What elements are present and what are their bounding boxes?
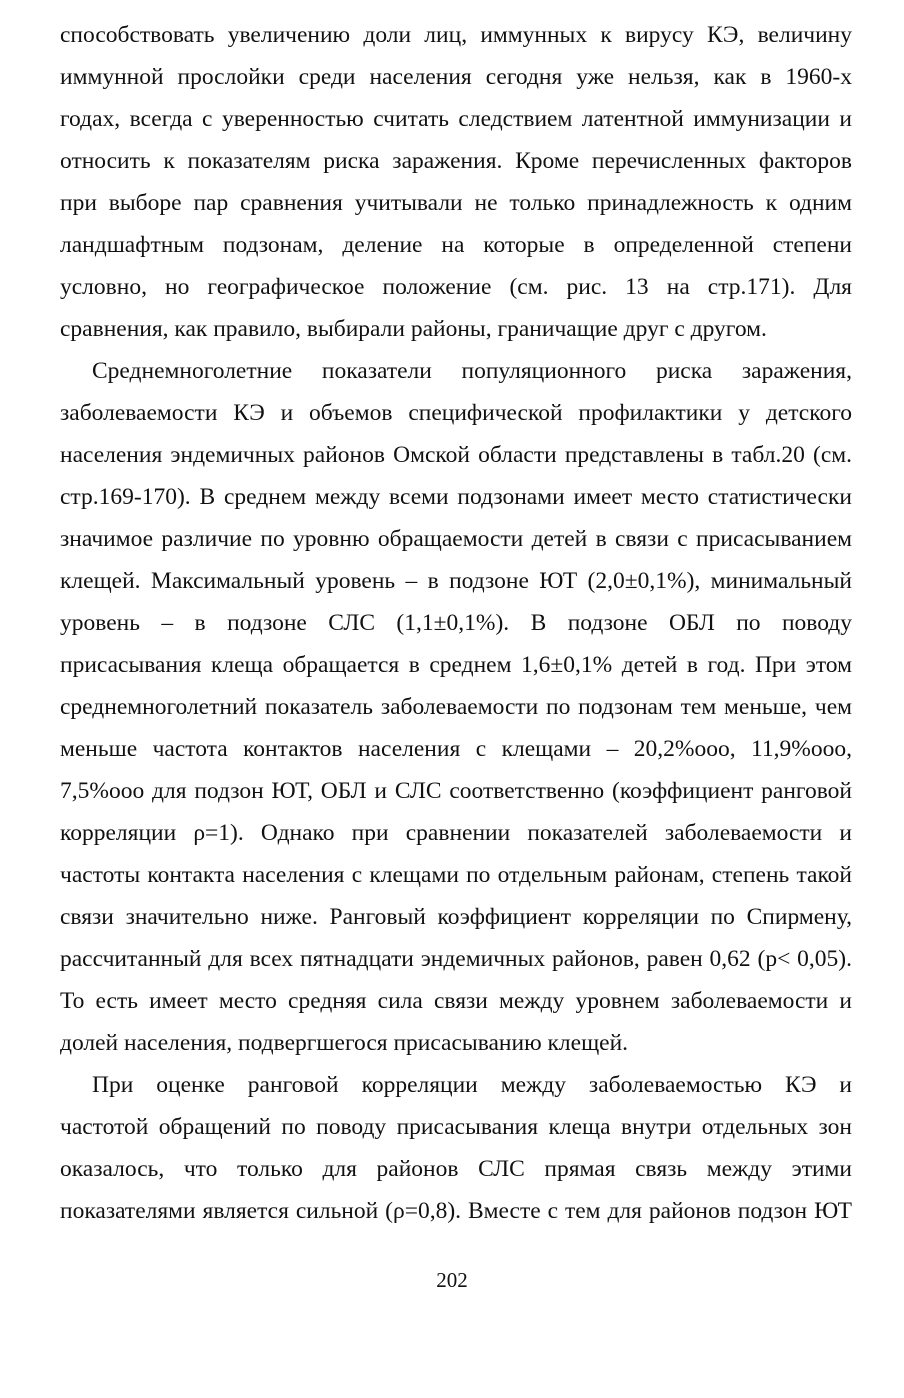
text-line: связи значительно ниже. Ранговый коэффициент корреляции по Спирмену, bbox=[60, 904, 852, 930]
text-line: частотой обращений по поводу присасывания клеща внутри отдельных зон bbox=[60, 1114, 852, 1140]
text-line: показателями является сильной (ρ=0,8). Вместе с тем для районов подзон ЮТ bbox=[60, 1198, 852, 1224]
text-line: То есть имеет место средняя сила связи между уровнем заболеваемости и bbox=[60, 988, 852, 1014]
text-line: Среднемноголетние показатели популяционного риска заражения, bbox=[92, 358, 852, 384]
text-line: населения эндемичных районов Омской области представлены в табл.20 (см. bbox=[60, 442, 852, 468]
text-line: ландшафтным подзонам, деление на которые в определенной степени bbox=[60, 232, 852, 258]
text-line: оказалось, что только для районов СЛС прямая связь между этими bbox=[60, 1156, 852, 1182]
text-line: иммунной прослойки среди населения сегодня уже нельзя, как в 1960-х bbox=[60, 64, 852, 90]
page-number: 202 bbox=[436, 1268, 468, 1292]
text-line: заболеваемости КЭ и объемов специфической профилактики у детского bbox=[60, 400, 852, 426]
text-line: корреляции ρ=1). Однако при сравнении показателей заболеваемости и bbox=[60, 820, 852, 846]
document-page bbox=[60, 14, 852, 1232]
text-line: меньше частота контактов населения с клещами – 20,2%ooo, 11,9%ooo, bbox=[60, 736, 852, 762]
text-line: стр.169-170). В среднем между всеми подзонами имеет место статистически bbox=[60, 484, 852, 510]
text-line: сравнения, как правило, выбирали районы, граничащие друг с другом. bbox=[60, 316, 767, 342]
text-line: среднемноголетний показатель заболеваемости по подзонам тем меньше, чем bbox=[60, 694, 852, 720]
text-line: способствовать увеличению доли лиц, иммунных к вирусу КЭ, величину bbox=[60, 22, 852, 48]
text-line: присасывания клеща обращается в среднем 1,6±0,1% детей в год. При этом bbox=[60, 652, 852, 678]
paragraph-3 bbox=[60, 1064, 852, 1232]
text-line: клещей. Максимальный уровень – в подзоне ЮТ (2,0±0,1%), минимальный bbox=[60, 568, 852, 594]
text-line: относить к показателям риска заражения. Кроме перечисленных факторов bbox=[60, 148, 852, 174]
text-line: долей населения, подвергшегося присасыванию клещей. bbox=[60, 1030, 629, 1056]
paragraph-2 bbox=[60, 350, 852, 1064]
text-line: значимое различие по уровню обращаемости детей в связи с присасыванием bbox=[60, 526, 852, 552]
text-line: условно, но географическое положение (см. рис. 13 на стр.171). Для bbox=[60, 274, 852, 300]
paragraph-1 bbox=[60, 14, 852, 350]
text-line: рассчитанный для всех пятнадцати эндемичных районов, равен 0,62 (р< 0,05). bbox=[60, 946, 852, 972]
text-line: уровень – в подзоне СЛС (1,1±0,1%). В подзоне ОБЛ по поводу bbox=[60, 610, 852, 636]
text-line: При оценке ранговой корреляции между заболеваемостью КЭ и bbox=[92, 1072, 852, 1098]
text-line: 7,5%ooo для подзон ЮТ, ОБЛ и СЛС соответственно (коэффициент ранговой bbox=[60, 778, 852, 804]
text-line: при выборе пар сравнения учитывали не только принадлежность к одним bbox=[60, 190, 852, 216]
text-line: годах, всегда с уверенностью считать следствием латентной иммунизации и bbox=[60, 106, 852, 132]
text-line: частоты контакта населения с клещами по отдельным районам, степень такой bbox=[60, 862, 852, 888]
